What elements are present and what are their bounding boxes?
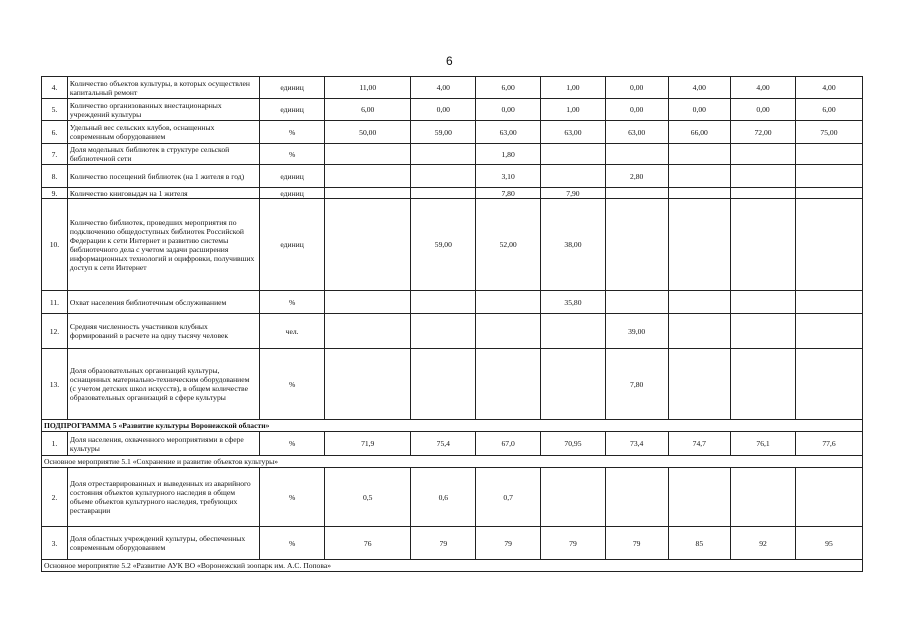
subprogram-title: ПОДПРОГРАММА 5 «Развитие культуры Воронежской области» (42, 420, 863, 432)
value-cell: 95 (795, 527, 862, 560)
value-cell: 1,00 (541, 77, 606, 99)
value-cell: 7,80 (476, 188, 541, 199)
value-cell: 39,00 (605, 314, 668, 349)
value-cell: 70,95 (541, 432, 606, 456)
value-cell: 66,00 (668, 121, 731, 144)
unit-cell: % (260, 121, 325, 144)
value-cell (605, 144, 668, 165)
table-row (42, 165, 863, 188)
value-cell: 79 (476, 527, 541, 560)
indicator-name: Средняя численность участников клубных формирований в расчете на одну тысячу человек (67, 314, 259, 349)
value-cell: 6,00 (795, 99, 862, 121)
indicator-name: Количество объектов культуры, в которых осуществлен капитальный ремонт (67, 77, 259, 99)
value-cell: 72,00 (731, 121, 796, 144)
value-cell: 79 (411, 527, 476, 560)
value-cell: 59,00 (411, 121, 476, 144)
value-cell (668, 349, 731, 420)
unit-cell: чел. (260, 314, 325, 349)
value-cell (541, 165, 606, 188)
value-cell (476, 349, 541, 420)
value-cell: 0,7 (476, 468, 541, 527)
value-cell: 0,00 (605, 77, 668, 99)
value-cell: 4,00 (668, 77, 731, 99)
value-cell (668, 291, 731, 314)
value-cell: 6,00 (476, 77, 541, 99)
row-number: 1. (42, 432, 68, 456)
row-number: 5. (42, 99, 68, 121)
value-cell (795, 291, 862, 314)
value-cell: 63,00 (605, 121, 668, 144)
value-cell: 38,00 (541, 199, 606, 291)
table-row (42, 199, 863, 291)
table-body (42, 77, 863, 572)
unit-cell: % (260, 349, 325, 420)
row-number: 9. (42, 188, 68, 199)
unit-cell: единиц (260, 99, 325, 121)
value-cell: 75,00 (795, 121, 862, 144)
value-cell: 0,00 (605, 99, 668, 121)
value-cell (795, 144, 862, 165)
value-cell: 71,9 (325, 432, 411, 456)
value-cell: 92 (731, 527, 796, 560)
value-cell (411, 314, 476, 349)
row-number: 6. (42, 121, 68, 144)
value-cell (795, 188, 862, 199)
value-cell: 85 (668, 527, 731, 560)
value-cell (668, 188, 731, 199)
value-cell: 4,00 (731, 77, 796, 99)
table-row (42, 291, 863, 314)
table-row (42, 77, 863, 99)
value-cell: 1,00 (541, 99, 606, 121)
indicator-name: Доля отреставрированных и выведенных из аварийного состояния объектов культурного наследия в общем объеме объектов культурного наследия, требующих реставрации (67, 468, 259, 527)
row-number: 2. (42, 468, 68, 527)
value-cell (731, 291, 796, 314)
unit-cell: единиц (260, 77, 325, 99)
value-cell: 0,6 (411, 468, 476, 527)
value-cell (605, 188, 668, 199)
value-cell (411, 349, 476, 420)
value-cell (731, 199, 796, 291)
indicator-name: Количество библиотек, проведших мероприятия по подключению общедоступных библиотек Российской Федерации к сети Интернет и развитию системы библиотечного дела с учетом задачи расширения информационных технологий и оцифровки, получивших доступ к сети Интернет (67, 199, 259, 291)
row-number: 12. (42, 314, 68, 349)
value-cell (668, 314, 731, 349)
main-activity-title: Основное мероприятие 5.1 «Сохранение и развитие объектов культуры» (42, 456, 863, 468)
row-number: 4. (42, 77, 68, 99)
value-cell (325, 291, 411, 314)
value-cell (325, 314, 411, 349)
unit-cell: единиц (260, 165, 325, 188)
value-cell (325, 165, 411, 188)
value-cell (411, 165, 476, 188)
unit-cell: % (260, 468, 325, 527)
row-number: 11. (42, 291, 68, 314)
value-cell (605, 468, 668, 527)
value-cell: 63,00 (541, 121, 606, 144)
main-activity-title: Основное мероприятие 5.2 «Развитие АУК ВО «Воронежский зоопарк им. А.С. Попова» (42, 560, 863, 572)
value-cell: 76,1 (731, 432, 796, 456)
page-number: 6 (446, 54, 453, 68)
unit-cell: % (260, 144, 325, 165)
value-cell: 0,00 (731, 99, 796, 121)
indicator-name: Охват населения библиотечным обслуживанием (67, 291, 259, 314)
indicator-name: Доля населения, охваченного мероприятиями в сфере культуры (67, 432, 259, 456)
value-cell (795, 199, 862, 291)
value-cell (541, 144, 606, 165)
subprogram-header-row (42, 420, 863, 432)
unit-cell: % (260, 432, 325, 456)
value-cell: 7,90 (541, 188, 606, 199)
value-cell (605, 199, 668, 291)
value-cell (411, 188, 476, 199)
value-cell (541, 314, 606, 349)
value-cell (731, 144, 796, 165)
indicator-name: Количество организованных внестационарных учреждений культуры (67, 99, 259, 121)
value-cell (668, 468, 731, 527)
value-cell: 0,5 (325, 468, 411, 527)
row-number: 3. (42, 527, 68, 560)
value-cell (605, 291, 668, 314)
value-cell (795, 349, 862, 420)
indicator-name: Количество посещений библиотек (на 1 жителя в год) (67, 165, 259, 188)
row-number: 13. (42, 349, 68, 420)
indicator-name: Доля образовательных организаций культуры, оснащенных материально-техническим оборудованием (с учетом детских школ искусств), в общем количестве образовательных организаций в сфере культуры (67, 349, 259, 420)
value-cell (795, 165, 862, 188)
table-row (42, 99, 863, 121)
table-row (42, 314, 863, 349)
value-cell (411, 144, 476, 165)
value-cell: 79 (605, 527, 668, 560)
value-cell: 0,00 (476, 99, 541, 121)
value-cell: 0,00 (668, 99, 731, 121)
indicator-name: Количество книговыдач на 1 жителя (67, 188, 259, 199)
value-cell (795, 314, 862, 349)
value-cell (476, 314, 541, 349)
value-cell (325, 349, 411, 420)
value-cell (731, 188, 796, 199)
value-cell (325, 188, 411, 199)
value-cell (731, 314, 796, 349)
unit-cell: единиц (260, 199, 325, 291)
value-cell (411, 291, 476, 314)
value-cell: 67,0 (476, 432, 541, 456)
row-number: 7. (42, 144, 68, 165)
row-number: 8. (42, 165, 68, 188)
value-cell: 7,80 (605, 349, 668, 420)
table-row (42, 349, 863, 420)
value-cell: 2,80 (605, 165, 668, 188)
value-cell: 79 (541, 527, 606, 560)
value-cell: 35,80 (541, 291, 606, 314)
value-cell: 0,00 (411, 99, 476, 121)
unit-cell: % (260, 527, 325, 560)
value-cell: 75,4 (411, 432, 476, 456)
value-cell: 4,00 (411, 77, 476, 99)
table-row (42, 121, 863, 144)
value-cell (541, 349, 606, 420)
indicators-table (41, 76, 863, 572)
value-cell: 74,7 (668, 432, 731, 456)
value-cell (668, 165, 731, 188)
main-activity-row (42, 456, 863, 468)
value-cell: 50,00 (325, 121, 411, 144)
unit-cell: % (260, 291, 325, 314)
value-cell: 4,00 (795, 77, 862, 99)
value-cell: 6,00 (325, 99, 411, 121)
value-cell (795, 468, 862, 527)
value-cell: 73,4 (605, 432, 668, 456)
indicator-name: Доля модельных библиотек в структуре сельской библиотечной сети (67, 144, 259, 165)
value-cell (325, 144, 411, 165)
value-cell (541, 468, 606, 527)
value-cell: 52,00 (476, 199, 541, 291)
value-cell (476, 291, 541, 314)
value-cell: 59,00 (411, 199, 476, 291)
value-cell: 76 (325, 527, 411, 560)
unit-cell: единиц (260, 188, 325, 199)
value-cell: 3,10 (476, 165, 541, 188)
indicator-name: Доля областных учреждений культуры, обеспеченных современным оборудованием (67, 527, 259, 560)
value-cell: 1,80 (476, 144, 541, 165)
table-row (42, 468, 863, 527)
table-row (42, 527, 863, 560)
value-cell (325, 199, 411, 291)
value-cell (668, 144, 731, 165)
value-cell: 77,6 (795, 432, 862, 456)
indicator-name: Удельный вес сельских клубов, оснащенных современным оборудованием (67, 121, 259, 144)
table-row (42, 432, 863, 456)
table-row (42, 188, 863, 199)
value-cell (731, 468, 796, 527)
main-activity-row (42, 560, 863, 572)
value-cell (668, 199, 731, 291)
value-cell (731, 165, 796, 188)
value-cell (731, 349, 796, 420)
row-number: 10. (42, 199, 68, 291)
table-row (42, 144, 863, 165)
value-cell: 11,00 (325, 77, 411, 99)
value-cell: 63,00 (476, 121, 541, 144)
